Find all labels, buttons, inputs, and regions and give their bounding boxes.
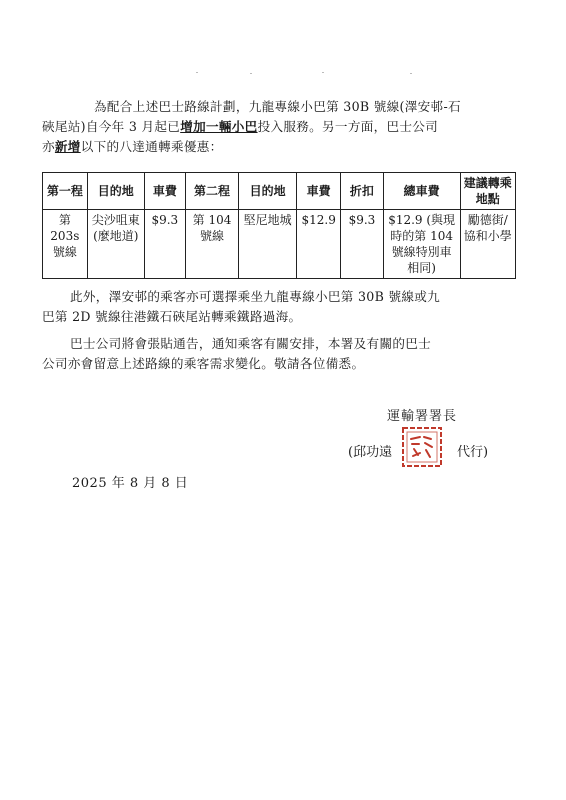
added-minibus-emphasis: 增加一輛小巴	[180, 119, 258, 134]
alt-line-1: 此外，澤安邨的乘客亦可選擇乘坐九龍專線小巴第 30B 號線或九	[70, 289, 441, 304]
table-header-row	[43, 173, 516, 210]
scan-speck	[410, 73, 412, 74]
acting-note: 代行)	[457, 445, 489, 460]
intro-paragraph	[42, 97, 532, 157]
cell-transfer-point: 勵德街/協和小學	[460, 210, 516, 279]
signatory-name: (邱功遠	[348, 445, 393, 460]
cell-fare-2: $12.9	[297, 210, 341, 279]
notice-paragraph	[42, 334, 530, 374]
cell-total-fare: $12.9 (與現時的第 104 號線特別車相同)	[383, 210, 460, 279]
intro-line-3: 亦新增以下的八達通轉乘優惠：	[42, 139, 223, 154]
scan-speck	[196, 72, 198, 73]
header-second-leg: 第二程	[185, 173, 238, 210]
notice-line-2: 公司亦會留意上述路線的乘客需求變化。敬請各位備悉。	[42, 356, 365, 371]
header-total-fare: 總車費	[383, 173, 460, 210]
scan-speck	[322, 72, 324, 73]
header-discount: 折扣	[341, 173, 384, 210]
interchange-fare-table	[42, 172, 516, 279]
header-fare-1: 車費	[144, 173, 185, 210]
cell-second-leg: 第 104 號線	[185, 210, 238, 279]
intro-line-1: 為配合上述巴士路線計劃，九龍專線小巴第 30B 號線(澤安邨-石	[94, 99, 461, 114]
new-concession-emphasis: 新增	[54, 139, 81, 154]
intro-line-2: 硤尾站)自今年 3 月起已增加一輛小巴投入服務。另一方面，巴士公司	[42, 119, 439, 134]
cell-first-leg: 第 203s 號線	[43, 210, 88, 279]
official-seal-stamp	[400, 425, 444, 469]
signatory-title: 運輸署署長	[387, 409, 458, 424]
cell-fare-1: $9.3	[144, 210, 185, 279]
table-row	[43, 210, 516, 279]
cell-destination-2: 堅尼地城	[239, 210, 297, 279]
header-first-leg: 第一程	[43, 173, 88, 210]
scan-speck	[250, 73, 252, 74]
alt-line-2: 巴第 2D 號線往港鐵石硤尾站轉乘鐵路過海。	[42, 309, 302, 324]
cell-destination-1: 尖沙咀東 (麼地道)	[87, 210, 144, 279]
cell-discount: $9.3	[341, 210, 384, 279]
notice-line-1: 巴士公司將會張貼通告，通知乘客有關安排，本署及有關的巴士	[70, 336, 432, 351]
document-date: 2025 年 8 月 8 日	[72, 476, 189, 491]
header-destination-1: 目的地	[87, 173, 144, 210]
header-transfer-point: 建議轉乘地點	[460, 173, 516, 210]
header-fare-2: 車費	[297, 173, 341, 210]
header-destination-2: 目的地	[239, 173, 297, 210]
alternative-route-paragraph	[42, 287, 530, 327]
